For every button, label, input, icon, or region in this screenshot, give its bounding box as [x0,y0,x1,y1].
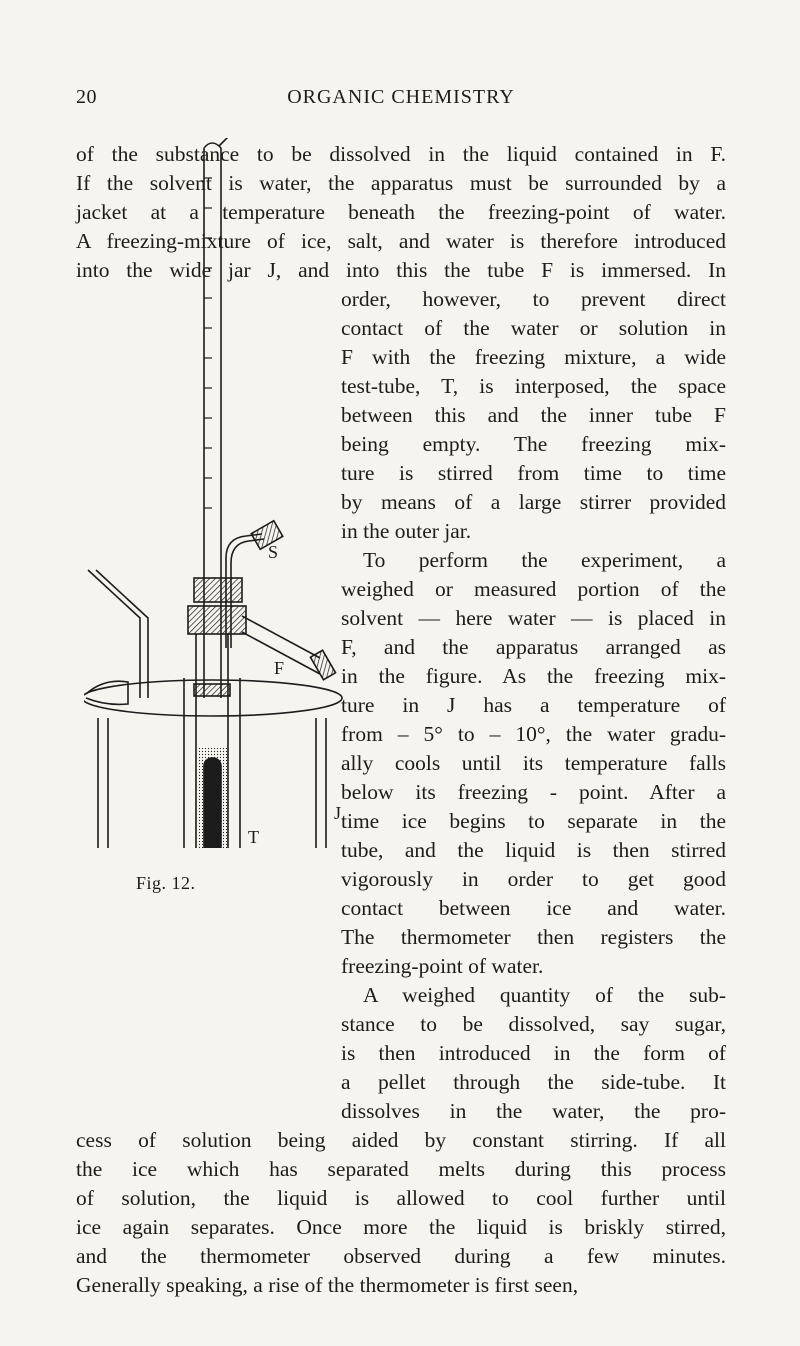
label-j: J [334,803,342,823]
cork-lower [188,606,246,634]
text-line: ally cools until its temperature falls [341,751,726,775]
text-line: Generally speaking, a rise of the thermometer is first seen, [76,1273,579,1297]
text-line: a pellet through the side-tube. It [341,1070,726,1094]
text-line: dissolves in the water, the pro- [341,1099,726,1123]
text-line: order, however, to prevent direct [341,287,726,311]
running-header [76,86,726,116]
text-line: in the figure. As the freezing mix- [341,664,726,688]
label-s: S [268,542,279,562]
text-line: ture in J has a temperature of [341,693,726,717]
text-line: vigorously in order to get good [341,867,726,891]
text-line: To perform the experiment, a [363,548,726,572]
text-line: in the outer jar. [341,519,472,543]
running-title: ORGANIC CHEMISTRY [287,86,515,108]
text-line: The thermometer then registers the [341,925,726,949]
jar-rim [194,684,230,696]
freezing-point-apparatus-figure [84,138,346,848]
label-f: F [274,658,285,678]
text-line: below its freezing - point. After a [341,780,726,804]
text-line: from – 5° to – 10°, the water gradu- [341,722,726,746]
outer-stirrer-left [88,570,148,698]
text-line: the ice which has separated melts during this process [76,1157,726,1181]
text-line: being empty. The freezing mix- [341,432,726,456]
label-t: T [248,827,259,847]
text-line: between this and the inner tube F [341,403,726,427]
text-line: weighed or measured portion of the [341,577,726,601]
text-line: stance to be dissolved, say sugar, [341,1012,726,1036]
text-line: ture is stirred from time to time [341,461,726,485]
text-line: time ice begins to separate in the [341,809,726,833]
text-line: contact between ice and water. [341,896,726,920]
cork-upper [194,578,242,602]
text-line: tube, and the liquid is then stirred [341,838,726,862]
page-number: 20 [76,86,97,108]
text-line: F with the freezing mixture, a wide [341,345,726,369]
text-line: of the substance to be dissolved in the liquid contained in F. [76,142,726,166]
text-line: is then introduced in the form of [341,1041,726,1065]
side-tube-cap [310,650,335,680]
text-line: contact of the water or solution in [341,316,726,340]
figure-caption: Fig. 12. [136,873,196,893]
liquid-in-f [197,748,227,848]
text-line: A weighed quantity of the sub- [363,983,726,1007]
text-line: F, and the apparatus arranged as [341,635,726,659]
text-line: cess of solution being aided by constant stirring. If all [76,1128,726,1152]
text-line: solvent — here water — is placed in [341,606,726,630]
text-line: If the solvent is water, the apparatus must be surrounded by a [76,171,726,195]
text-line: test-tube, T, is interposed, the space [341,374,726,398]
text-line: jacket at a temperature beneath the freezing-point of water. [76,200,726,224]
text-line: by means of a large stirrer provided [341,490,726,514]
text-line: and the thermometer observed during a few minutes. [76,1244,726,1268]
thermometer-scale [204,178,212,508]
thermometer-tip [219,138,229,146]
text-line: ice again separates. Once more the liquid is briskly stirred, [76,1215,726,1239]
stirrer-handle [251,521,283,550]
text-line: of solution, the liquid is allowed to cool further until [76,1186,726,1210]
text-line: freezing-point of water. [341,954,544,978]
text-line: into the wide jar J, and into this the tube F is immersed. In [76,258,726,282]
text-line: A freezing-mixture of ice, salt, and water is therefore introduced [76,229,726,253]
